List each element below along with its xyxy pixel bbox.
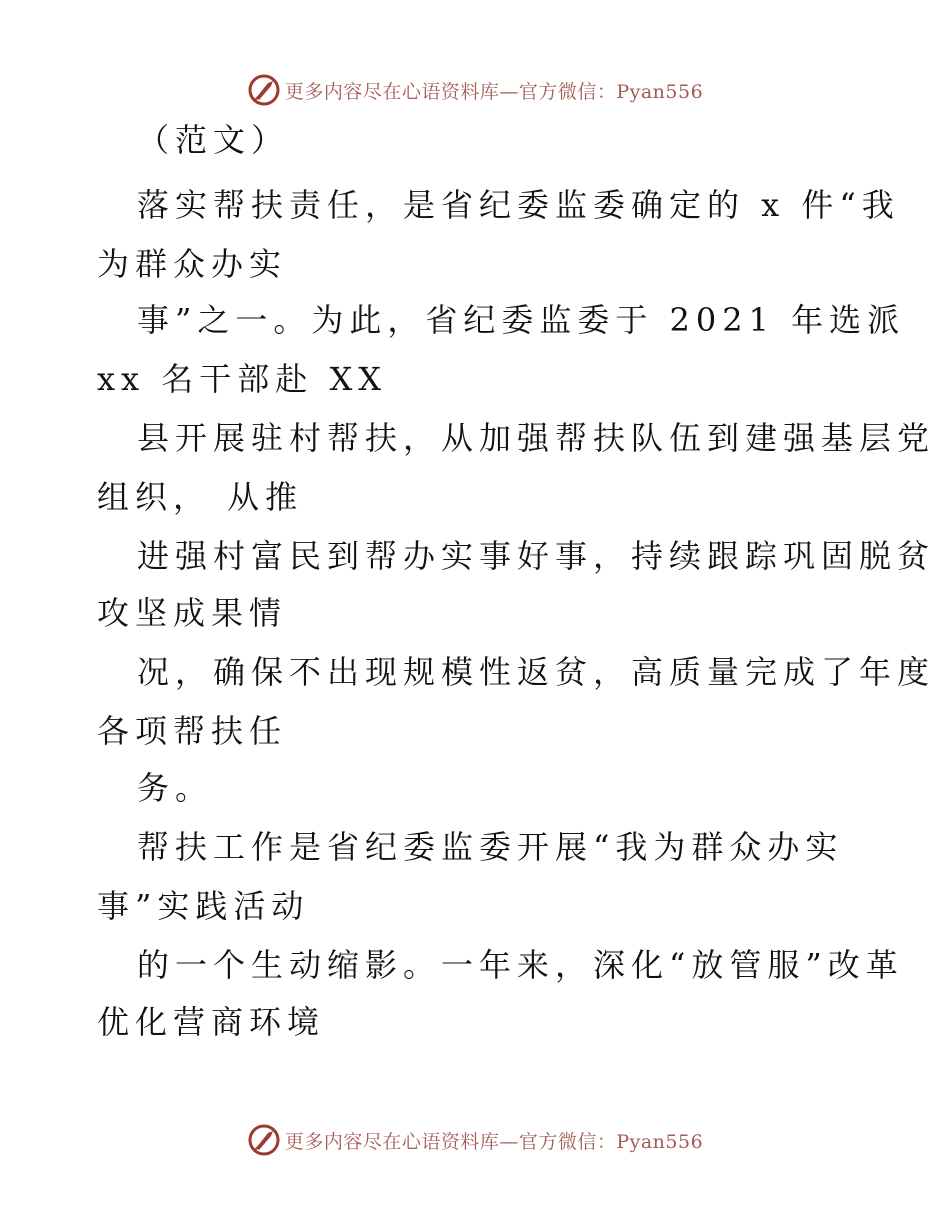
doc-line: （范文）	[137, 121, 290, 159]
doc-line: 的一个生动缩影。一年来，深化“放管服”改革	[137, 946, 904, 984]
doc-line: 进强村富民到帮办实事好事，持续跟踪巩固脱贫	[137, 537, 936, 575]
doc-line: 县开展驻村帮扶，从加强帮扶队伍到建强基层党	[137, 419, 936, 457]
doc-line: 攻坚成果情	[97, 594, 288, 632]
doc-line: 为群众办实	[97, 245, 288, 283]
doc-line: 优化营商环境	[97, 1003, 326, 1041]
footer-watermark-text: 更多内容尽在心语资料库—官方微信：Pyan556	[284, 1130, 704, 1153]
doc-line: 帮扶工作是省纪委监委开展“我为群众办实	[137, 828, 844, 866]
doc-line: xx 名干部赴 XX	[97, 360, 388, 398]
doc-line: 务。	[137, 769, 214, 807]
quill-pen-logo-icon	[247, 73, 281, 107]
doc-line: 事”实践活动	[97, 887, 310, 925]
doc-line: 况，确保不出现规模性返贫，高质量完成了年度	[137, 653, 936, 691]
footer-watermark-banner	[0, 1118, 950, 1162]
quill-pen-logo-icon	[247, 1123, 281, 1157]
header-watermark-text: 更多内容尽在心语资料库—官方微信：Pyan556	[284, 80, 704, 103]
doc-line: 落实帮扶责任，是省纪委监委确定的 x 件“我	[137, 186, 900, 224]
doc-line: 各项帮扶任	[97, 712, 288, 750]
doc-line: 事”之一。为此，省纪委监委于 2021 年选派	[137, 301, 906, 339]
header-watermark-banner	[0, 68, 950, 112]
doc-line: 组织， 从推	[97, 478, 304, 516]
